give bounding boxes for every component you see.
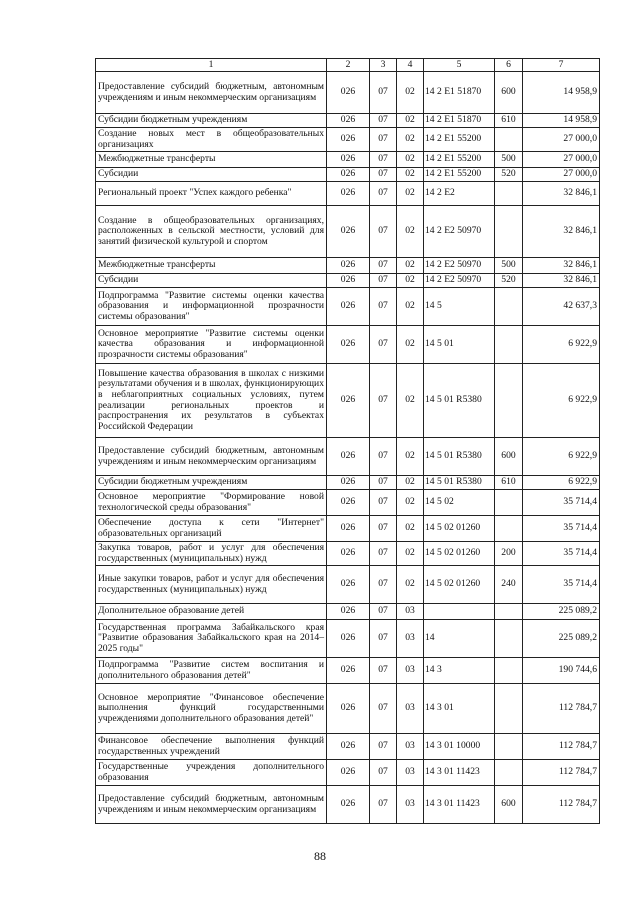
- cell-subsection: 03: [397, 734, 424, 760]
- cell-section: 07: [370, 182, 397, 206]
- cell-expense-type: [495, 516, 523, 542]
- cell-subsection: 02: [397, 182, 424, 206]
- cell-target-article: 14 5 02 01260: [424, 516, 495, 542]
- cell-section: 07: [370, 72, 397, 114]
- cell-subsection: 02: [397, 72, 424, 114]
- cell-section: 07: [370, 516, 397, 542]
- cell-target-article: 14 2 E1 51870: [424, 114, 495, 128]
- page-number: 88: [314, 849, 326, 863]
- cell-name: Иные закупки товаров, работ и услуг для обеспечения государственных (муниципальных) нужд: [96, 566, 327, 604]
- cell-amount: 32 846,1: [523, 274, 600, 288]
- cell-subsection: 02: [397, 274, 424, 288]
- cell-target-article: 14 5 02: [424, 490, 495, 516]
- cell-section: 07: [370, 288, 397, 326]
- cell-section: 07: [370, 734, 397, 760]
- cell-expense-type: 500: [495, 152, 523, 168]
- cell-target-article: 14 3 01 11423: [424, 786, 495, 824]
- cell-amount: 14 958,9: [523, 114, 600, 128]
- cell-expense-type: 500: [495, 258, 523, 274]
- cell-name: Подпрограмма "Развитие систем воспитания и дополнительного образования детей": [96, 658, 327, 684]
- cell-target-article: 14 3: [424, 658, 495, 684]
- cell-admin-code: 026: [327, 620, 370, 658]
- cell-target-article: [424, 604, 495, 620]
- cell-admin-code: 026: [327, 542, 370, 566]
- table-row: [96, 566, 600, 604]
- cell-subsection: 02: [397, 258, 424, 274]
- cell-subsection: 02: [397, 326, 424, 364]
- cell-section: 07: [370, 152, 397, 168]
- table-row: [96, 152, 600, 168]
- cell-amount: 27 000,0: [523, 128, 600, 152]
- cell-subsection: 02: [397, 364, 424, 438]
- cell-section: 07: [370, 168, 397, 182]
- cell-target-article: 14 2 E2 50970: [424, 258, 495, 274]
- cell-name: Региональный проект "Успех каждого ребенка": [96, 182, 327, 206]
- table-row: [96, 326, 600, 364]
- cell-admin-code: 026: [327, 364, 370, 438]
- cell-subsection: 02: [397, 438, 424, 476]
- table-row: [96, 258, 600, 274]
- cell-admin-code: 026: [327, 438, 370, 476]
- cell-section: 07: [370, 476, 397, 490]
- cell-amount: 6 922,9: [523, 326, 600, 364]
- cell-section: 07: [370, 658, 397, 684]
- table-row: [96, 128, 600, 152]
- cell-amount: 225 089,2: [523, 620, 600, 658]
- cell-target-article: 14 3 01: [424, 684, 495, 734]
- cell-target-article: 14 5 01: [424, 326, 495, 364]
- cell-name: Закупка товаров, работ и услуг для обеспечения государственных (муниципальных) нужд: [96, 542, 327, 566]
- cell-subsection: 03: [397, 620, 424, 658]
- cell-name: Предоставление субсидий бюджетным, автономным учреждениям и иным некоммерческим организациям: [96, 438, 327, 476]
- cell-amount: 35 714,4: [523, 566, 600, 604]
- cell-expense-type: [495, 326, 523, 364]
- cell-section: 07: [370, 566, 397, 604]
- cell-name: Подпрограмма "Развитие системы оценки качества образования и информационной прозрачности системы образования": [96, 288, 327, 326]
- cell-section: 07: [370, 684, 397, 734]
- cell-subsection: 03: [397, 658, 424, 684]
- cell-name: Субсидии бюджетным учреждениям: [96, 114, 327, 128]
- cell-name: Межбюджетные трансферты: [96, 258, 327, 274]
- table-row: [96, 72, 600, 114]
- cell-subsection: 02: [397, 566, 424, 604]
- table-row: [96, 734, 600, 760]
- budget-table: [95, 58, 600, 824]
- cell-amount: 27 000,0: [523, 168, 600, 182]
- cell-expense-type: [495, 128, 523, 152]
- cell-expense-type: [495, 604, 523, 620]
- cell-name: Создание новых мест в общеобразовательных организациях: [96, 128, 327, 152]
- table-row: [96, 182, 600, 206]
- table-row: [96, 760, 600, 786]
- cell-section: 07: [370, 786, 397, 824]
- cell-expense-type: [495, 288, 523, 326]
- cell-subsection: 02: [397, 490, 424, 516]
- cell-name: Предоставление субсидий бюджетным, автономным учреждениям и иным некоммерческим организациям: [96, 72, 327, 114]
- cell-admin-code: 026: [327, 258, 370, 274]
- cell-expense-type: [495, 206, 523, 258]
- cell-target-article: 14 2 E1 55200: [424, 152, 495, 168]
- table-row: [96, 684, 600, 734]
- cell-expense-type: [495, 684, 523, 734]
- cell-subsection: 02: [397, 128, 424, 152]
- cell-expense-type: [495, 620, 523, 658]
- cell-admin-code: 026: [327, 206, 370, 258]
- cell-expense-type: 610: [495, 476, 523, 490]
- cell-name: Государственные учреждения дополнительного образования: [96, 760, 327, 786]
- header-col-2: 2: [327, 59, 370, 72]
- cell-section: 07: [370, 542, 397, 566]
- cell-section: 07: [370, 620, 397, 658]
- header-col-3: 3: [370, 59, 397, 72]
- cell-admin-code: 026: [327, 760, 370, 786]
- cell-target-article: 14 5 02 01260: [424, 566, 495, 604]
- cell-admin-code: 026: [327, 516, 370, 542]
- cell-expense-type: 520: [495, 274, 523, 288]
- cell-name: Обеспечение доступа к сети "Интернет" образовательных организаций: [96, 516, 327, 542]
- cell-target-article: 14: [424, 620, 495, 658]
- cell-subsection: 02: [397, 542, 424, 566]
- table-row: [96, 364, 600, 438]
- cell-amount: 112 784,7: [523, 786, 600, 824]
- cell-admin-code: 026: [327, 288, 370, 326]
- cell-amount: 42 637,3: [523, 288, 600, 326]
- cell-section: 07: [370, 604, 397, 620]
- cell-amount: 32 846,1: [523, 182, 600, 206]
- cell-expense-type: 600: [495, 438, 523, 476]
- cell-admin-code: 026: [327, 490, 370, 516]
- cell-admin-code: 026: [327, 566, 370, 604]
- header-col-5: 5: [424, 59, 495, 72]
- cell-admin-code: 026: [327, 128, 370, 152]
- cell-target-article: 14 2 E1 55200: [424, 168, 495, 182]
- cell-target-article: 14 5 01 R5380: [424, 476, 495, 490]
- cell-subsection: 02: [397, 206, 424, 258]
- cell-amount: 35 714,4: [523, 490, 600, 516]
- table-row: [96, 786, 600, 824]
- cell-section: 07: [370, 364, 397, 438]
- cell-subsection: 02: [397, 516, 424, 542]
- cell-amount: 112 784,7: [523, 734, 600, 760]
- cell-target-article: 14 2 E1 51870: [424, 72, 495, 114]
- cell-expense-type: [495, 658, 523, 684]
- cell-admin-code: 026: [327, 684, 370, 734]
- cell-name: Межбюджетные трансферты: [96, 152, 327, 168]
- cell-admin-code: 026: [327, 72, 370, 114]
- cell-expense-type: 200: [495, 542, 523, 566]
- cell-amount: 35 714,4: [523, 516, 600, 542]
- cell-admin-code: 026: [327, 114, 370, 128]
- cell-subsection: 03: [397, 760, 424, 786]
- cell-name: Основное мероприятие "Развитие системы оценки качества образования и информационной прозрачности системы образования": [96, 326, 327, 364]
- cell-name: Предоставление субсидий бюджетным, автономным учреждениям и иным некоммерческим организациям: [96, 786, 327, 824]
- cell-subsection: 03: [397, 604, 424, 620]
- cell-target-article: 14 2 E2: [424, 182, 495, 206]
- header-col-4: 4: [397, 59, 424, 72]
- cell-name: Повышение качества образования в школах с низкими результатами обучения и в школах, функционирующих в неблагоприятных социальных условиях, путем реализации региональных проектов и распространения их результатов в субъектах Российской Федерации: [96, 364, 327, 438]
- table-row: [96, 274, 600, 288]
- table-row: [96, 114, 600, 128]
- cell-target-article: 14 5 01 R5380: [424, 364, 495, 438]
- table-row: [96, 620, 600, 658]
- cell-subsection: 02: [397, 152, 424, 168]
- cell-target-article: 14 5 01 R5380: [424, 438, 495, 476]
- cell-section: 07: [370, 128, 397, 152]
- cell-admin-code: 026: [327, 152, 370, 168]
- cell-expense-type: [495, 760, 523, 786]
- table-row: [96, 658, 600, 684]
- cell-target-article: 14 2 E1 55200: [424, 128, 495, 152]
- header-col-6: 6: [495, 59, 523, 72]
- cell-expense-type: [495, 182, 523, 206]
- cell-name: Субсидии: [96, 168, 327, 182]
- table-row: [96, 542, 600, 566]
- header-row: [96, 59, 600, 72]
- table-row: [96, 476, 600, 490]
- cell-amount: 6 922,9: [523, 476, 600, 490]
- cell-name: Государственная программа Забайкальского края "Развитие образования Забайкальского края на 2014–2025 годы": [96, 620, 327, 658]
- cell-amount: 112 784,7: [523, 684, 600, 734]
- cell-amount: 32 846,1: [523, 258, 600, 274]
- cell-admin-code: 026: [327, 168, 370, 182]
- cell-amount: 112 784,7: [523, 760, 600, 786]
- cell-expense-type: [495, 364, 523, 438]
- table-row: [96, 516, 600, 542]
- cell-section: 07: [370, 206, 397, 258]
- table-row: [96, 604, 600, 620]
- cell-subsection: 02: [397, 168, 424, 182]
- cell-name: Финансовое обеспечение выполнения функций государственных учреждений: [96, 734, 327, 760]
- table-row: [96, 490, 600, 516]
- cell-expense-type: 600: [495, 786, 523, 824]
- cell-name: Субсидии: [96, 274, 327, 288]
- cell-expense-type: [495, 734, 523, 760]
- cell-admin-code: 026: [327, 326, 370, 364]
- header-col-1: 1: [96, 59, 327, 72]
- cell-section: 07: [370, 114, 397, 128]
- cell-expense-type: 600: [495, 72, 523, 114]
- table-row: [96, 438, 600, 476]
- cell-target-article: 14 5 02 01260: [424, 542, 495, 566]
- cell-section: 07: [370, 258, 397, 274]
- header-col-7: 7: [523, 59, 600, 72]
- cell-target-article: 14 3 01 10000: [424, 734, 495, 760]
- cell-admin-code: 026: [327, 182, 370, 206]
- cell-name: Основное мероприятие "Формирование новой технологической среды образования": [96, 490, 327, 516]
- cell-amount: 32 846,1: [523, 206, 600, 258]
- cell-section: 07: [370, 490, 397, 516]
- cell-subsection: 03: [397, 684, 424, 734]
- cell-section: 07: [370, 760, 397, 786]
- cell-admin-code: 026: [327, 734, 370, 760]
- cell-subsection: 02: [397, 476, 424, 490]
- cell-expense-type: 520: [495, 168, 523, 182]
- cell-expense-type: 610: [495, 114, 523, 128]
- cell-section: 07: [370, 274, 397, 288]
- cell-admin-code: 026: [327, 476, 370, 490]
- cell-name: Основное мероприятие "Финансовое обеспечение выполнения функций государственными учреждениями дополнительного образования детей": [96, 684, 327, 734]
- cell-subsection: 03: [397, 786, 424, 824]
- cell-admin-code: 026: [327, 604, 370, 620]
- cell-amount: 6 922,9: [523, 438, 600, 476]
- cell-section: 07: [370, 326, 397, 364]
- cell-amount: 6 922,9: [523, 364, 600, 438]
- cell-amount: 225 089,2: [523, 604, 600, 620]
- table-row: [96, 288, 600, 326]
- cell-section: 07: [370, 438, 397, 476]
- cell-admin-code: 026: [327, 658, 370, 684]
- cell-name: Дополнительное образование детей: [96, 604, 327, 620]
- cell-admin-code: 026: [327, 274, 370, 288]
- cell-amount: 14 958,9: [523, 72, 600, 114]
- cell-target-article: 14 2 E2 50970: [424, 274, 495, 288]
- cell-amount: 27 000,0: [523, 152, 600, 168]
- cell-name: Субсидии бюджетным учреждениям: [96, 476, 327, 490]
- table-row: [96, 168, 600, 182]
- cell-target-article: 14 3 01 11423: [424, 760, 495, 786]
- cell-target-article: 14 5: [424, 288, 495, 326]
- cell-name: Создание в общеобразовательных организациях, расположенных в сельской местности, условий для занятий физической культурой и спортом: [96, 206, 327, 258]
- cell-subsection: 02: [397, 288, 424, 326]
- cell-amount: 35 714,4: [523, 542, 600, 566]
- cell-expense-type: [495, 490, 523, 516]
- cell-subsection: 02: [397, 114, 424, 128]
- cell-admin-code: 026: [327, 786, 370, 824]
- cell-target-article: 14 2 E2 50970: [424, 206, 495, 258]
- cell-amount: 190 744,6: [523, 658, 600, 684]
- table-row: [96, 206, 600, 258]
- cell-expense-type: 240: [495, 566, 523, 604]
